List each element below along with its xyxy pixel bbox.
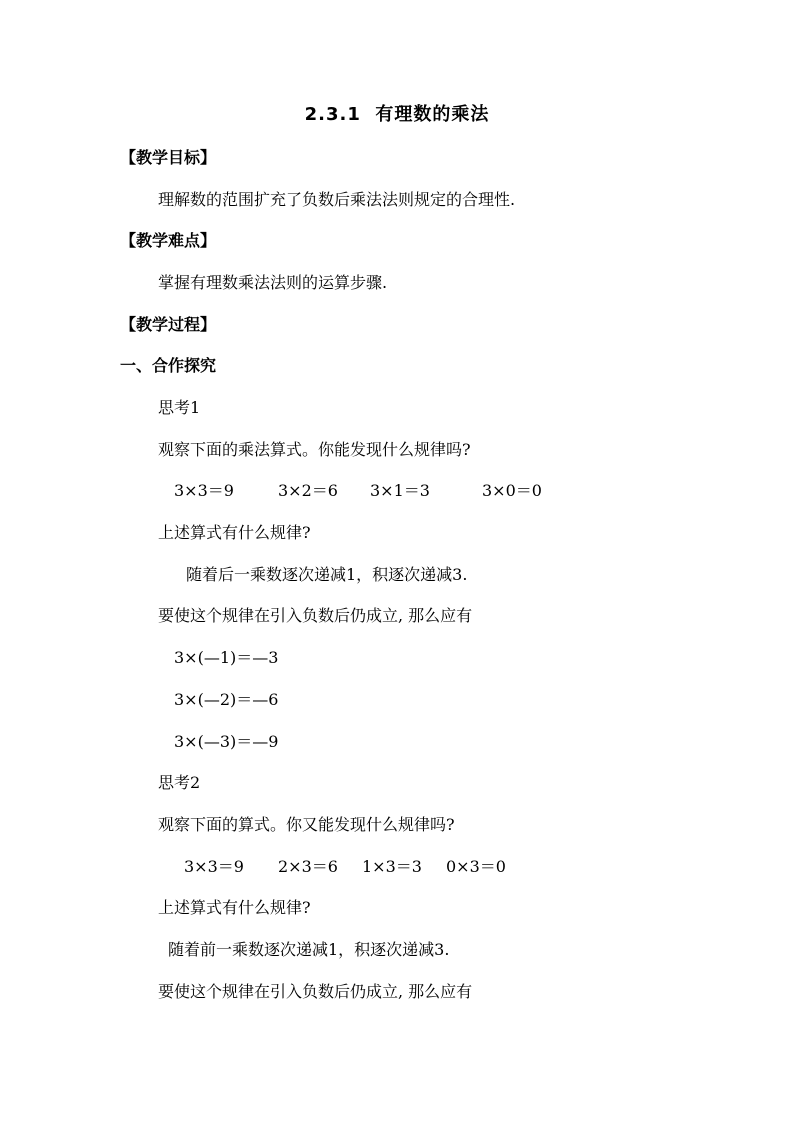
think1-prompt: 上述算式有什么规律? [158, 523, 311, 542]
page-title: 2.3.1 有理数的乘法 [304, 104, 490, 125]
think1-question: 观察下面的乘法算式。你能发现什么规律吗? [158, 440, 471, 459]
think2-equation: 0×3＝0 [446, 857, 506, 876]
goal-text: 理解数的范围扩充了负数后乘法法则规定的合理性. [158, 190, 516, 209]
process-heading: 【教学过程】 [120, 315, 217, 334]
think1-equation: 3×1＝3 [370, 481, 430, 500]
think2-equation: 2×3＝6 [278, 857, 338, 876]
think1-label: 思考1 [158, 398, 201, 417]
think1-result: 3×(—3)＝—9 [174, 732, 279, 751]
difficulty-text: 掌握有理数乘法法则的运算步骤. [158, 273, 388, 292]
part1-heading: 一、合作探究 [120, 356, 217, 375]
think2-equation: 1×3＝3 [362, 857, 422, 876]
think1-extend: 要使这个规律在引入负数后仍成立, 那么应有 [158, 606, 473, 625]
goal-heading: 【教学目标】 [120, 148, 217, 167]
think2-equation: 3×3＝9 [184, 857, 244, 876]
think1-result: 3×(—2)＝—6 [174, 690, 279, 709]
think2-label: 思考2 [158, 773, 201, 792]
think1-equation: 3×2＝6 [278, 481, 338, 500]
think1-equation: 3×0＝0 [482, 481, 542, 500]
think2-prompt: 上述算式有什么规律? [158, 898, 311, 917]
think2-question: 观察下面的算式。你又能发现什么规律吗? [158, 815, 455, 834]
think1-equation: 3×3＝9 [174, 481, 234, 500]
think2-pattern: 随着前一乘数逐次递减1，积逐次递减3. [168, 940, 450, 959]
think1-pattern: 随着后一乘数逐次递减1，积逐次递减3. [186, 565, 468, 584]
think2-extend: 要使这个规律在引入负数后仍成立, 那么应有 [158, 982, 473, 1001]
difficulty-heading: 【教学难点】 [120, 231, 217, 250]
think1-result: 3×(—1)＝—3 [174, 648, 279, 667]
